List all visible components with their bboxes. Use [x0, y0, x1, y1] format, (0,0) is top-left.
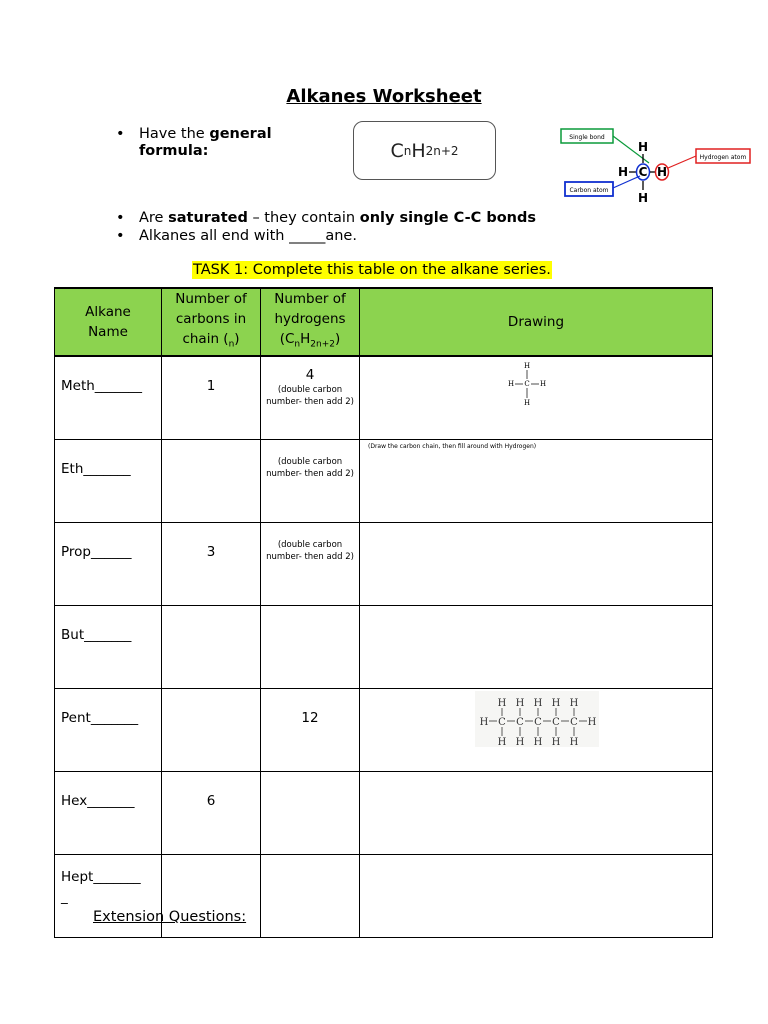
atom-h-left: H [617, 165, 629, 179]
carbons-cell[interactable]: 1 [162, 356, 261, 440]
carbons-cell[interactable] [162, 440, 261, 523]
drawing-cell[interactable] [360, 855, 713, 938]
atom-c: C [498, 717, 506, 728]
hint-text: (double carbon [277, 540, 343, 550]
hydrogens-cell[interactable] [261, 440, 360, 523]
atom-h: H [497, 737, 507, 747]
atom-h: H [523, 362, 531, 370]
carbons-cell[interactable]: 3 [162, 523, 261, 606]
methane-labelled-diagram [557, 124, 757, 210]
task-instruction: TASK 1: Complete this table on the alkane series. [193, 262, 551, 278]
atom-h: H [515, 698, 525, 709]
name-cell[interactable] [55, 689, 162, 772]
header-text: Number of [274, 291, 346, 308]
alkane-name: Eth_______ [61, 461, 131, 477]
name-cell[interactable] [55, 356, 162, 440]
atom-h: H [515, 737, 525, 747]
hydrogens-cell[interactable] [261, 855, 360, 938]
atom-h-right: H [656, 165, 668, 179]
header-sub: 2n+2 [310, 339, 335, 350]
hydrogens-cell[interactable] [261, 356, 360, 440]
page-title: Alkanes Worksheet [286, 86, 482, 107]
atom-h: H [551, 698, 561, 709]
hydrogen-atom-pointer [668, 156, 696, 168]
atom-c: C [516, 717, 524, 728]
bullet-text-bold: general [209, 126, 272, 142]
alkane-name: Prop______ [61, 544, 132, 560]
alkane-name: Hex_______ [61, 793, 135, 809]
atom-c: C [638, 165, 648, 179]
header-sub: n [228, 339, 235, 350]
header-alkane-name [55, 288, 162, 356]
header-drawing: Drawing [360, 288, 713, 356]
atom-h: H [569, 698, 579, 709]
name-cell[interactable] [55, 440, 162, 523]
hint-text: (double carbon [277, 385, 343, 395]
drawing-instruction: (Draw the carbon chain, then fill around with Hydrogen) [368, 443, 537, 450]
name-cell[interactable] [55, 855, 162, 938]
methane-structure [360, 357, 712, 415]
header-carbons [162, 288, 261, 356]
bullet-text-plain: Have the [139, 126, 210, 142]
header-text: H [300, 331, 311, 348]
atom-h: H [587, 717, 597, 728]
header-text: Alkane [85, 304, 131, 320]
drawing-cell[interactable] [360, 772, 713, 855]
table-row [55, 606, 713, 689]
hydrogens-cell[interactable] [261, 523, 360, 606]
atom-h: H [479, 717, 489, 728]
hydrogens-value: 4 [305, 367, 315, 383]
carbons-cell[interactable] [162, 606, 261, 689]
drawing-cell[interactable] [360, 606, 713, 689]
header-text: Name [88, 324, 128, 340]
bullet-text-plain: – they contain [247, 210, 360, 226]
single-bond-label: Single bond [569, 134, 605, 141]
alkane-name-continued: _ [61, 889, 68, 905]
table-header-row [55, 288, 713, 356]
bullet-text [139, 126, 272, 160]
atom-c: C [534, 717, 542, 728]
extension-questions-heading: Extension Questions: [93, 909, 247, 925]
header-text: chain ( [182, 331, 229, 348]
drawing-cell[interactable] [360, 689, 713, 772]
pentane-structure [360, 689, 712, 747]
bullet-dot: • [116, 228, 125, 244]
header-text: hydrogens [274, 311, 346, 328]
table-row [55, 772, 713, 855]
formula-sub: 2n+2 [425, 143, 459, 158]
hint-text: number- then add 2) [266, 552, 354, 562]
atom-h: H [551, 737, 561, 747]
table-row [55, 855, 713, 938]
bullet-dot: • [116, 126, 125, 142]
carbon-atom-label: Carbon atom [569, 187, 609, 194]
carbons-cell[interactable] [162, 689, 261, 772]
alkane-name: But_______ [61, 627, 132, 643]
atom-h: H [507, 380, 515, 388]
drawing-cell[interactable] [360, 356, 713, 440]
name-cell[interactable] [55, 523, 162, 606]
general-formula-box [353, 121, 496, 180]
alkane-series-table [54, 287, 713, 938]
bullet-text-bold-line2: formula: [139, 143, 209, 159]
hydrogen-atom-label: Hydrogen atom [699, 154, 747, 161]
alkane-name: Meth_______ [61, 378, 143, 394]
hydrogens-cell[interactable]: 12 [261, 689, 360, 772]
table-row [55, 356, 713, 440]
atom-c: C [570, 717, 578, 728]
bullet-dot: • [116, 210, 125, 226]
table-row [55, 440, 713, 523]
atom-h-top: H [637, 140, 649, 154]
bullet-text [139, 210, 536, 227]
atom-h: H [569, 737, 579, 747]
header-text: carbons in [175, 311, 247, 328]
atom-h-bottom: H [637, 191, 649, 205]
atom-h: H [533, 737, 543, 747]
formula-n: n [403, 143, 412, 158]
alkane-name: Hept_______ [61, 869, 141, 885]
header-sub: n [294, 339, 301, 350]
alkane-name: Pent_______ [61, 710, 139, 726]
atom-c: C [524, 380, 530, 388]
atom-h: H [539, 380, 547, 388]
drawing-cell[interactable] [360, 523, 713, 606]
atom-h: H [533, 698, 543, 709]
hint-text: number- then add 2) [266, 397, 354, 407]
table-row [55, 523, 713, 606]
carbons-cell[interactable] [162, 855, 261, 938]
header-text: ) [234, 331, 240, 348]
bullet-text-bold: only single C-C bonds [359, 210, 536, 226]
atom-h: H [497, 698, 507, 709]
atom-c: C [552, 717, 560, 728]
formula-h: H [411, 139, 426, 162]
header-text: ) [335, 331, 341, 348]
hint-text: number- then add 2) [266, 469, 354, 479]
bullet-text: Alkanes all end with _____ane. [139, 228, 357, 244]
bullet-text-plain: Are [139, 210, 169, 226]
name-cell[interactable] [55, 606, 162, 689]
hydrogens-cell[interactable] [261, 772, 360, 855]
drawing-cell[interactable] [360, 440, 713, 523]
header-text: (C [279, 331, 295, 348]
header-hydrogens [261, 288, 360, 356]
header-text: Number of [175, 291, 247, 308]
formula-c: C [390, 139, 404, 162]
atom-h: H [523, 399, 531, 407]
hydrogens-cell[interactable] [261, 606, 360, 689]
name-cell[interactable] [55, 772, 162, 855]
table-row [55, 689, 713, 772]
hint-text: (double carbon [277, 457, 343, 467]
carbons-cell[interactable]: 6 [162, 772, 261, 855]
bullet-text-bold: saturated [168, 210, 248, 226]
